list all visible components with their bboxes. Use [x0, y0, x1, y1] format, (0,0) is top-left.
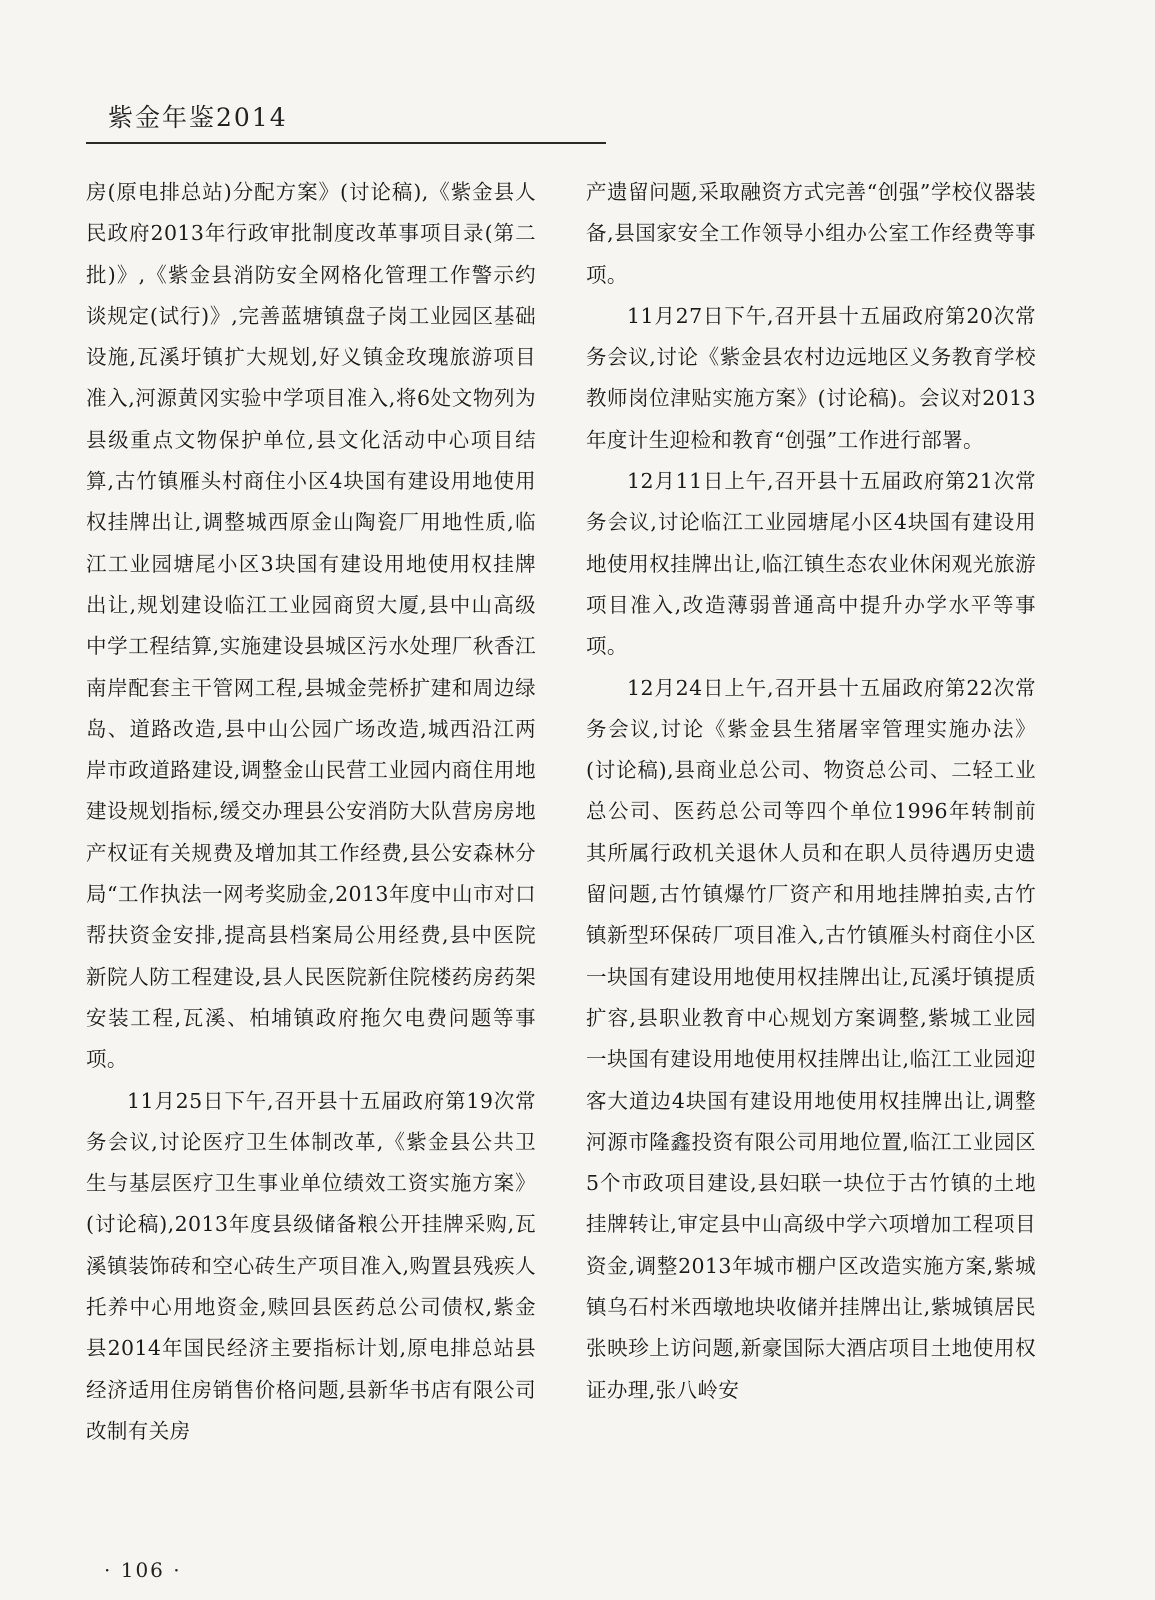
page-number: · 106 ·: [104, 1558, 182, 1582]
paragraph: 房(原电排总站)分配方案》(讨论稿),《紫金县人民政府2013年行政审批制度改革事项目录(第二批)》,《紫金县消防安全网格化管理工作警示约谈规定(试行)》,完善蓝塘镇盘子岗工业园区基础设施,瓦溪圩镇扩大规划,好义镇金玫瑰旅游项目准入,河源黄冈实验中学项目准入,将6处文物列为县级重点文物保护单位,县文化活动中心项目结算,古竹镇雁头村商住小区4块国有建设用地使用权挂牌出让,调整城西原金山陶瓷厂用地性质,临江工业园塘尾小区3块国有建设用地使用权挂牌出让,规划建设临江工业园商贸大厦,县中山高级中学工程结算,实施建设县城区污水处理厂秋香江南岸配套主干管网工程,县城金莞桥扩建和周边绿岛、道路改造,县中山公园广场改造,城西沿江两岸市政道路建设,调整金山民营工业园内商住用地建设规划指标,缓交办理县公安消防大队营房房地产权证有关规费及增加其工作经费,县公安森林分局“工作执法一网考奖励金,2013年度中山市对口帮扶资金安排,提高县档案局公用经费,县中医院新院人防工程建设,县人民医院新住院楼药房药架安装工程,瓦溪、柏埔镇政府拖欠电费问题等事项。: [86, 180, 536, 1072]
header-rule: [86, 142, 606, 144]
paragraph: 11月25日下午,召开县十五届政府第19次常务会议,讨论医疗卫生体制改革,《紫金县公共卫生与基层医疗卫生事业单位绩效工资实施方案》(讨论稿),2013年度县级储备粮公开挂牌采购,瓦溪镇装饰砖和空心砖生产项目准入,购置县残疾人托养中心用地资金,赎回县医药总公司债权,紫金县2014年国民经济主要指标计划,原电排总站县经济适用住房销售价格问题,县新华书店有限公司改制有关房: [86, 1088, 536, 1443]
paragraph: 11月27日下午,召开县十五届政府第20次常务会议,讨论《紫金县农村边远地区义务教育学校教师岗位津贴实施方案》(讨论稿)。会议对2013年度计生迎检和教育“创强”工作进行部署。: [586, 303, 1036, 452]
running-header-title: 紫金年鉴2014: [108, 103, 288, 132]
paragraph: 12月24日上午,召开县十五届政府第22次常务会议,讨论《紫金县生猪屠宰管理实施办法》(讨论稿),县商业总公司、物资总公司、二轻工业总公司、医药总公司等四个单位1996年转制前其所属行政机关退休人员和在职人员待遇历史遗留问题,古竹镇爆竹厂资产和用地挂牌拍卖,古竹镇新型环保砖厂项目准入,古竹镇雁头村商住小区一块国有建设用地使用权挂牌出让,瓦溪圩镇提质扩容,县职业教育中心规划方案调整,紫城工业园一块国有建设用地使用权挂牌出让,临江工业园迎客大道边4块国有建设用地使用权挂牌出让,调整河源市隆鑫投资有限公司用地位置,临江工业园区5个市政项目建设,县妇联一块位于古竹镇的土地挂牌转让,审定县中山高级中学六项增加工程项目资金,调整2013年城市棚户区改造实施方案,紫城镇乌石村米西墩地块收储并挂牌出让,紫城镇居民张映珍上访问题,新豪国际大酒店项目土地使用权证办理,张八岭安: [586, 675, 1036, 1402]
paragraph: 12月11日上午,召开县十五届政府第21次常务会议,讨论临江工业园塘尾小区4块国有建设用地使用权挂牌出让,临江镇生态农业休闲观光旅游项目准入,改造薄弱普通高中提升办学水平等事项。: [586, 469, 1036, 659]
text-column-left: [86, 172, 536, 1452]
text-column-right: [586, 172, 1036, 1411]
paragraph: 产遗留问题,采取融资方式完善“创强”学校仪器装备,县国家安全工作领导小组办公室工作经费等事项。: [586, 180, 1036, 287]
